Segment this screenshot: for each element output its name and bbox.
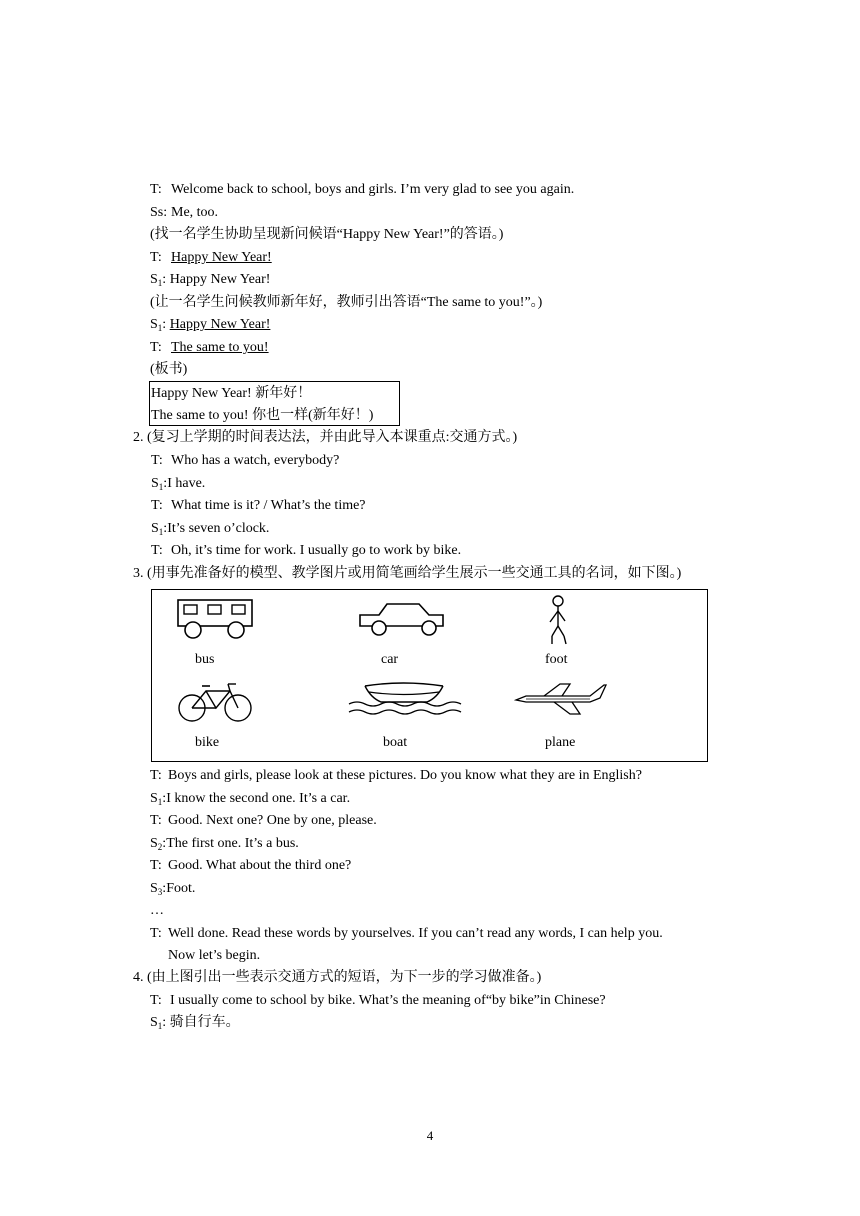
boat-icon	[347, 682, 462, 720]
speaker-label: $S_1$:	[150, 1015, 167, 1031]
line-text: Welcome back to school, boys and girls. I’m very glad to see you again.	[171, 182, 575, 197]
line-text: I have.	[167, 476, 206, 491]
line-text: 骑自行车。	[169, 1015, 240, 1030]
speaker-label: $S_1$:	[150, 272, 167, 288]
dialogue-line	[151, 497, 366, 515]
step-heading: 4. (由上图引出一些表示交通方式的短语，为下一步的学习做准备。)	[133, 970, 542, 985]
dialogue-continuation: Now let’s begin.	[168, 948, 261, 963]
speaker-label: T:	[151, 543, 163, 558]
picture-caption: foot	[545, 652, 568, 667]
dialogue-line	[151, 475, 205, 493]
picture-caption: bike	[195, 735, 220, 750]
line-text: Happy New Year!	[169, 317, 271, 332]
line-text: It’s seven o’clock.	[167, 521, 270, 536]
line-text: Boys and girls, please look at these pictures. Do you know what they are in English?	[168, 768, 642, 783]
speaker-label: T:	[150, 813, 162, 828]
picture-caption: boat	[383, 735, 408, 750]
line-text: Foot.	[166, 881, 196, 896]
speaker-label: T:	[150, 926, 162, 941]
line-text: Good. What about the third one?	[168, 858, 352, 873]
airplane-icon	[514, 682, 609, 716]
bus-icon	[176, 598, 256, 640]
speaker-label: $S_1$:	[151, 521, 168, 537]
step-heading: 3. (用事先准备好的模型、教学图片或用简笔画给学生展示一些交通工具的名词，如下图。)	[133, 566, 682, 581]
line-text: Me, too.	[171, 205, 219, 220]
board-line: Happy New Year! 新年好！	[151, 386, 312, 401]
dialogue-line	[150, 271, 270, 289]
dialogue-line	[150, 992, 606, 1010]
instruction-line: (找一名学生协助呈现新问候语“Happy New Year!”的答语。)	[150, 227, 504, 242]
speaker-label: T:	[150, 182, 162, 197]
picture-caption: plane	[545, 735, 576, 750]
dialogue-line	[150, 767, 642, 785]
line-text: Who has a watch, everybody?	[171, 453, 340, 468]
line-text: What time is it? / What’s the time?	[171, 498, 366, 513]
speaker-label: T:	[150, 858, 162, 873]
dialogue-line	[150, 857, 351, 875]
dialogue-line	[150, 925, 663, 943]
dialogue-line	[150, 249, 272, 267]
stick-figure-icon	[546, 594, 570, 646]
line-text: Oh, it’s time for work. I usually go to work by bike.	[171, 543, 462, 558]
picture-caption: bus	[195, 652, 215, 667]
speaker-label: T:	[151, 498, 163, 513]
dialogue-line	[150, 880, 195, 898]
line-text: I usually come to school by bike. What’s the meaning of“by bike”in Chinese?	[170, 993, 606, 1008]
board-line: The same to you! 你也一样(新年好！)	[151, 408, 374, 423]
dialogue-line	[150, 181, 574, 199]
line-text: Well done. Read these words by yourselves. If you can’t read any words, I can help you.	[168, 926, 663, 941]
speaker-label: T:	[150, 768, 162, 783]
dialogue-line	[150, 790, 350, 808]
dialogue-line	[150, 339, 269, 357]
dialogue-line	[150, 204, 218, 222]
step-heading: 2. (复习上学期的时间表达法，并由此导入本课重点:交通方式。)	[133, 430, 518, 445]
dialogue-line	[150, 1014, 240, 1032]
speaker-label: T:	[150, 250, 162, 265]
picture-caption: car	[381, 652, 399, 667]
speaker-label: T:	[150, 340, 162, 355]
bicycle-icon	[176, 680, 256, 724]
line-text: The first one. It’s a bus.	[166, 836, 299, 851]
car-icon	[357, 598, 447, 640]
dialogue-line	[151, 520, 269, 538]
speaker-label: T:	[151, 453, 163, 468]
blackboard-box	[149, 381, 400, 426]
speaker-label: T:	[150, 993, 162, 1008]
line-text: Happy New Year!	[169, 272, 271, 287]
speaker-label: $S_1$:	[151, 476, 168, 492]
dialogue-line	[150, 812, 377, 830]
instruction-line: (让一名学生问候教师新年好，教师引出答语“The same to you!”。)	[150, 295, 543, 310]
line-text: I know the second one. It’s a car.	[166, 791, 351, 806]
dialogue-line	[150, 316, 270, 334]
line-text: The same to you!	[171, 340, 269, 355]
dialogue-line	[151, 452, 339, 470]
speaker-label: $S_3$:	[150, 881, 167, 897]
page-number: 4	[426, 1128, 434, 1143]
instruction-line: (板书)	[150, 362, 188, 377]
speaker-label: $S_1$:	[150, 317, 167, 333]
speaker-label: $S_2$:	[150, 836, 167, 852]
line-text: Good. Next one? One by one, please.	[168, 813, 377, 828]
line-text: Happy New Year!	[171, 250, 272, 265]
speaker-label: $S_1$:	[150, 791, 167, 807]
ellipsis-line: …	[150, 903, 164, 918]
speaker-label: Ss:	[150, 205, 168, 220]
dialogue-line	[151, 542, 461, 560]
dialogue-line	[150, 835, 299, 853]
vehicle-pictures-box	[151, 589, 708, 762]
